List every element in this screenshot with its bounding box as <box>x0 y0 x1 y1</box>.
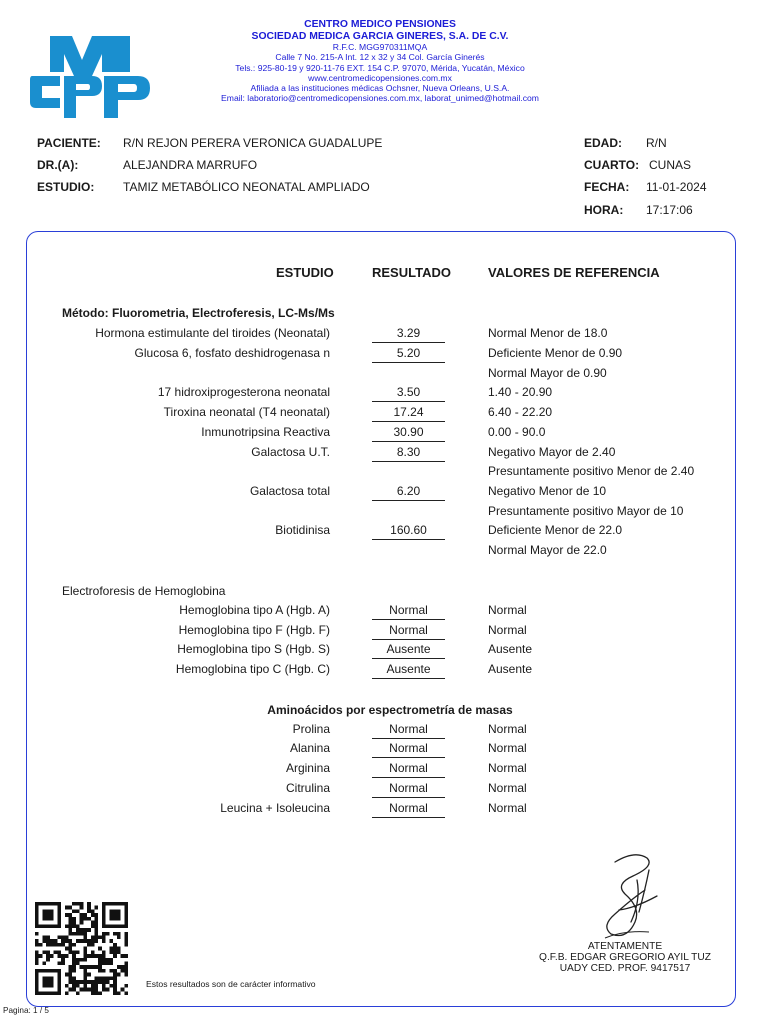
test-reference: Normal <box>488 623 527 637</box>
date-value: 11-01-2024 <box>646 180 707 194</box>
age-label: EDAD: <box>584 136 622 150</box>
test-name: Biotidinisa <box>275 523 330 537</box>
test-result: Normal <box>372 603 445 620</box>
test-reference: Ausente <box>488 642 533 656</box>
patient-name: R/N REJON PERERA VERONICA GUADALUPE <box>123 136 383 150</box>
table-row <box>0 522 768 541</box>
test-result: 5.20 <box>372 346 445 363</box>
organization-affiliation: Afiliada a las instituciones médicas Ochsner, Nueva Orleans, U.S.A. <box>250 83 510 94</box>
table-row <box>0 483 768 502</box>
table-row <box>0 345 768 364</box>
study-name: TAMIZ METABÓLICO NEONATAL AMPLIADO <box>123 180 370 194</box>
table-row <box>0 404 768 423</box>
patient-label: PACIENTE: <box>37 136 101 150</box>
test-reference-secondary: Presuntamente positivo Menor de 2.40 <box>488 464 695 478</box>
qr-code <box>35 902 128 995</box>
test-name: Hemoglobina tipo F (Hgb. F) <box>178 623 330 637</box>
table-row <box>0 602 768 621</box>
test-name: Hormona estimulante del tiroides (Neonatal) <box>95 326 330 340</box>
test-result: 30.90 <box>372 425 445 442</box>
table-row <box>0 721 768 740</box>
table-row <box>0 325 768 344</box>
test-name: 17 hidroxiprogesterona neonatal <box>157 385 330 399</box>
table-row <box>0 740 768 759</box>
table-row <box>0 384 768 403</box>
test-result: Ausente <box>372 662 445 679</box>
test-reference: Negativo Menor de 10 <box>488 484 607 498</box>
study-label: ESTUDIO: <box>37 180 95 194</box>
test-reference: Normal <box>488 741 527 755</box>
test-reference: 6.40 - 22.20 <box>488 405 553 419</box>
test-reference: Normal <box>488 603 527 617</box>
test-result: 3.29 <box>372 326 445 343</box>
test-reference-secondary: Presuntamente positivo Mayor de 10 <box>488 504 684 518</box>
disclaimer: Estos resultados son de carácter informativo <box>146 979 316 989</box>
test-name: Arginina <box>285 761 330 775</box>
organization-phones: Tels.: 925-80-19 y 920-11-76 EXT. 154 C.P. 97070, Mérida, Yucatán, México <box>235 62 525 73</box>
organization-rfc: R.F.C. MGG970311MQA <box>332 42 428 52</box>
test-name: Inmunotripsina Reactiva <box>201 425 330 439</box>
table-row <box>0 800 768 819</box>
date-label: FECHA: <box>584 180 630 194</box>
test-reference: Normal <box>488 761 527 775</box>
company-logo <box>30 32 152 122</box>
signer-credentials: UADY CED. PROF. 9417517 <box>559 962 691 974</box>
amino-section-title: Aminoácidos por espectrometría de masas <box>267 703 513 717</box>
test-reference: Normal <box>488 722 527 736</box>
test-name: Leucina + Isoleucina <box>220 801 330 815</box>
organization-header <box>180 19 580 104</box>
time-value: 17:17:06 <box>646 203 693 217</box>
organization-name: CENTRO MEDICO PENSIONES <box>304 19 456 30</box>
test-name: Glucosa 6, fosfato deshidrogenasa n <box>134 346 330 360</box>
doctor-label: DR.(A): <box>37 158 79 172</box>
method-title: Método: Fluorometria, Electroferesis, LC-Ms/Ms <box>62 306 335 320</box>
signer-name: Q.F.B. EDGAR GREGORIO AYIL TUZ <box>539 951 711 963</box>
column-header-study: ESTUDIO <box>276 265 334 280</box>
signer-closing: ATENTAMENTE <box>587 941 663 952</box>
room-label: CUARTO: <box>584 158 640 172</box>
test-result: 160.60 <box>372 523 445 540</box>
test-result: 8.30 <box>372 445 445 462</box>
doctor-name: ALEJANDRA MARRUFO <box>123 158 258 172</box>
test-name: Galactosa total <box>249 484 330 498</box>
test-result: 6.20 <box>372 484 445 501</box>
test-result: 3.50 <box>372 385 445 402</box>
test-reference-secondary: Normal Mayor de 0.90 <box>488 366 607 380</box>
table-row <box>0 641 768 660</box>
test-name: Alanina <box>289 741 330 755</box>
test-result: Normal <box>372 722 445 739</box>
test-reference: Negativo Mayor de 2.40 <box>488 445 616 459</box>
age-value: R/N <box>646 136 667 150</box>
organization-website[interactable]: www.centromedicopensiones.com.mx <box>308 72 452 83</box>
signer-block <box>510 942 740 974</box>
table-row <box>0 661 768 680</box>
test-result: Ausente <box>372 642 445 659</box>
time-label: HORA: <box>584 203 624 217</box>
test-result: Normal <box>372 761 445 778</box>
test-name: Tiroxina neonatal (T4 neonatal) <box>163 405 330 419</box>
test-reference: Normal <box>488 781 527 795</box>
organization-legal-name: SOCIEDAD MEDICA GARCIA GINERES, S.A. DE C.V. <box>251 30 509 42</box>
test-reference: 1.40 - 20.90 <box>488 385 553 399</box>
test-name: Hemoglobina tipo S (Hgb. S) <box>177 642 330 656</box>
hemoglobin-section-title: Electroforesis de Hemoglobina <box>62 584 226 598</box>
organization-email[interactable]: Email: laboratorio@centromedicopensiones.com.mx, laborat_unimed@hotmail.com <box>221 93 539 104</box>
test-reference: Normal Menor de 18.0 <box>488 326 608 340</box>
test-result: Normal <box>372 801 445 818</box>
organization-address: Calle 7 No. 215-A Int. 12 x 32 y 34 Col. García Ginerés <box>275 52 485 63</box>
table-row <box>0 444 768 463</box>
test-reference: Normal <box>488 801 527 815</box>
table-row <box>0 424 768 443</box>
test-result: 17.24 <box>372 405 445 422</box>
column-header-reference: VALORES DE REFERENCIA <box>488 265 660 280</box>
test-reference: Deficiente Menor de 22.0 <box>488 523 623 537</box>
test-name: Hemoglobina tipo A (Hgb. A) <box>179 603 330 617</box>
table-row <box>0 622 768 641</box>
test-reference: 0.00 - 90.0 <box>488 425 546 439</box>
table-row <box>0 780 768 799</box>
test-result: Normal <box>372 781 445 798</box>
test-reference: Ausente <box>488 662 533 676</box>
test-result: Normal <box>372 741 445 758</box>
test-reference: Deficiente Menor de 0.90 <box>488 346 623 360</box>
page-number: Pagina: 1 / 5 <box>3 1006 49 1015</box>
test-result: Normal <box>372 623 445 640</box>
test-name: Hemoglobina tipo C (Hgb. C) <box>175 662 330 676</box>
room-value: CUNAS <box>649 158 692 172</box>
test-name: Citrulina <box>285 781 330 795</box>
handwritten-signature <box>575 850 685 950</box>
test-reference-secondary: Normal Mayor de 22.0 <box>488 543 607 557</box>
test-name: Prolina <box>292 722 330 736</box>
test-name: Galactosa U.T. <box>251 445 330 459</box>
table-row <box>0 760 768 779</box>
column-header-result: RESULTADO <box>372 265 451 280</box>
